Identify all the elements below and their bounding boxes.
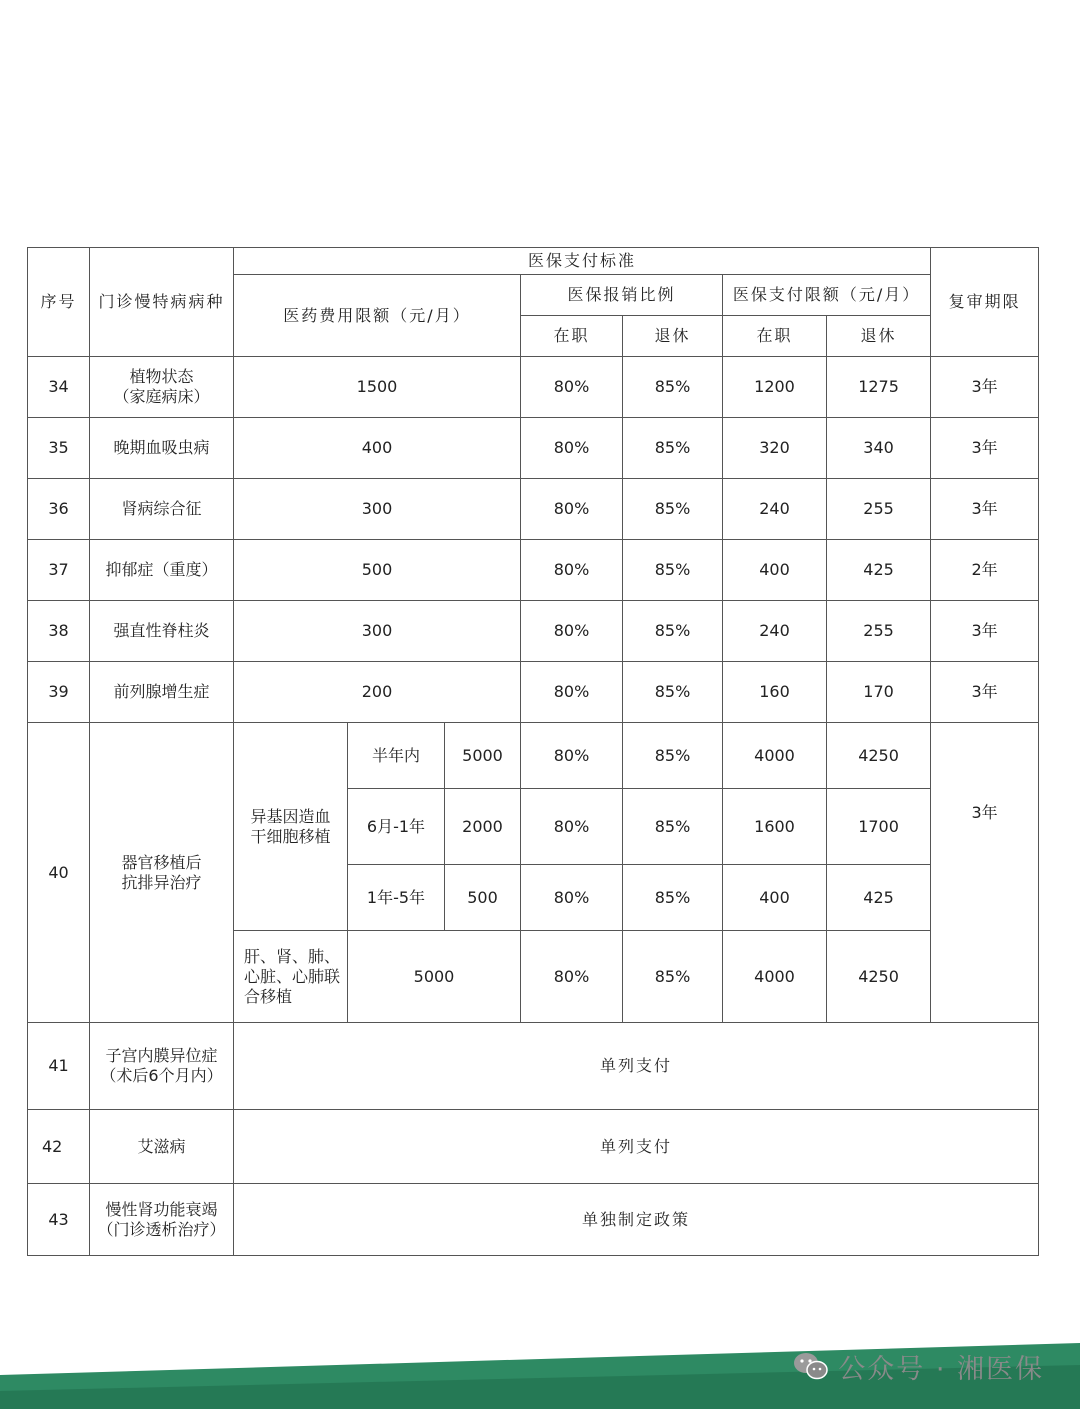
cell-period: 半年内	[348, 723, 445, 789]
cell-seq: 40	[28, 723, 90, 1023]
cell-pay-employed: 1200	[723, 357, 827, 418]
cell-ratio-retired: 85%	[623, 540, 723, 601]
cell-policy: 单列支付	[234, 1110, 1039, 1184]
cell-disease: 艾滋病	[90, 1110, 234, 1184]
header-ratio-employed: 在职	[521, 316, 623, 357]
table-row	[28, 540, 1039, 601]
cell-ratio-employed: 80%	[521, 723, 623, 789]
cell-ratio-retired: 85%	[623, 789, 723, 865]
disease-line-2: 抗排异治疗	[121, 872, 202, 892]
cell-disease: 抑郁症（重度）	[90, 540, 234, 601]
cell-seq: 42	[28, 1110, 90, 1184]
header-reimburse-ratio: 医保报销比例	[521, 275, 723, 316]
cell-pay-employed: 4000	[723, 931, 827, 1023]
cell-ratio-employed: 80%	[521, 418, 623, 479]
cell-ratio-retired: 85%	[623, 357, 723, 418]
cell-organ-transplant	[234, 931, 348, 1023]
cell-pay-retired: 255	[827, 601, 931, 662]
cell-cost-limit: 500	[234, 540, 521, 601]
disease-line-1: 子宫内膜异位症	[105, 1046, 218, 1065]
header-review-period: 复审期限	[931, 248, 1039, 357]
cell-pay-employed: 320	[723, 418, 827, 479]
cell-cost-limit: 1500	[234, 357, 521, 418]
cell-pay-employed: 160	[723, 662, 827, 723]
header-seq: 序号	[28, 248, 90, 357]
table-row	[28, 723, 1039, 789]
header-pay-employed: 在职	[723, 316, 827, 357]
cell-pay-retired: 425	[827, 540, 931, 601]
table-row	[28, 418, 1039, 479]
cell-seq: 38	[28, 601, 90, 662]
cell-pay-employed: 240	[723, 601, 827, 662]
table-row	[28, 662, 1039, 723]
medical-insurance-table	[27, 247, 1038, 1256]
cell-pay-employed: 1600	[723, 789, 827, 865]
disease-line-1: 器官移植后	[121, 852, 202, 872]
cell-seq: 41	[28, 1023, 90, 1110]
cell-pay-employed: 4000	[723, 723, 827, 789]
cell-ratio-employed: 80%	[521, 357, 623, 418]
cell-disease	[90, 1023, 234, 1110]
organ-line-1: 肝、肾、肺、	[244, 946, 341, 966]
header-pay-retired: 退休	[827, 316, 931, 357]
cell-pay-retired: 425	[827, 865, 931, 931]
cell-ratio-retired: 85%	[623, 723, 723, 789]
organ-line-2: 心脏、心肺联	[244, 966, 341, 986]
cell-ratio-retired: 85%	[623, 479, 723, 540]
cell-ratio-retired: 85%	[623, 601, 723, 662]
cell-pay-employed: 400	[723, 540, 827, 601]
cell-ratio-employed: 80%	[521, 931, 623, 1023]
cell-seq: 43	[28, 1184, 90, 1256]
cell-seq: 39	[28, 662, 90, 723]
cell-cost-limit: 300	[234, 601, 521, 662]
cell-stem-cell-transplant	[234, 723, 348, 931]
cell-disease: 前列腺增生症	[90, 662, 234, 723]
cell-seq: 37	[28, 540, 90, 601]
cell-pay-employed: 240	[723, 479, 827, 540]
cell-disease	[90, 1184, 234, 1256]
cell-cost-limit: 300	[234, 479, 521, 540]
cell-pay-retired: 1700	[827, 789, 931, 865]
disease-line-2: （家庭病床）	[113, 387, 210, 406]
cell-pay-employed: 400	[723, 865, 827, 931]
table-row	[28, 357, 1039, 418]
cell-review: 3年	[931, 418, 1039, 479]
cell-cost-limit: 5000	[348, 931, 521, 1023]
cell-review: 3年	[931, 723, 1039, 1023]
cell-cost-limit: 2000	[445, 789, 521, 865]
disease-line-1: 慢性肾功能衰竭	[105, 1199, 218, 1219]
cell-disease: 强直性脊柱炎	[90, 601, 234, 662]
cell-period: 1年-5年	[348, 865, 445, 931]
header-disease: 门诊慢特病病种	[90, 248, 234, 357]
disease-line-1: 植物状态	[129, 367, 194, 386]
cell-cost-limit: 400	[234, 418, 521, 479]
cell-ratio-employed: 80%	[521, 479, 623, 540]
cell-seq: 34	[28, 357, 90, 418]
cell-pay-retired: 1275	[827, 357, 931, 418]
table-row	[28, 1110, 1039, 1184]
cell-ratio-retired: 85%	[623, 418, 723, 479]
header-ratio-retired: 退休	[623, 316, 723, 357]
blank-page-top	[0, 0, 1080, 245]
cell-seq: 35	[28, 418, 90, 479]
cell-ratio-retired: 85%	[623, 931, 723, 1023]
cell-pay-retired: 4250	[827, 931, 931, 1023]
table-row	[28, 1184, 1039, 1256]
stem-line-2: 干细胞移植	[250, 826, 331, 846]
disease-line-2: （门诊透析治疗）	[97, 1219, 226, 1239]
cell-ratio-retired: 85%	[623, 865, 723, 931]
cell-period: 6月-1年	[348, 789, 445, 865]
cell-ratio-employed: 80%	[521, 662, 623, 723]
cell-ratio-employed: 80%	[521, 865, 623, 931]
watermark	[792, 1346, 1044, 1386]
cell-review: 3年	[931, 479, 1039, 540]
table-row	[28, 1023, 1039, 1110]
cell-policy: 单列支付	[234, 1023, 1039, 1110]
cell-review: 3年	[931, 357, 1039, 418]
cell-disease	[90, 357, 234, 418]
watermark-text: 公众号 · 湘医保	[838, 1353, 1044, 1385]
table-row	[28, 601, 1039, 662]
cell-review: 2年	[931, 540, 1039, 601]
cell-seq: 36	[28, 479, 90, 540]
cell-cost-limit: 500	[445, 865, 521, 931]
table-row	[28, 479, 1039, 540]
wechat-icon	[792, 1350, 830, 1382]
cell-disease	[90, 723, 234, 1023]
cell-pay-retired: 4250	[827, 723, 931, 789]
cell-cost-limit: 200	[234, 662, 521, 723]
cell-pay-retired: 170	[827, 662, 931, 723]
cell-ratio-employed: 80%	[521, 601, 623, 662]
cell-review: 3年	[931, 662, 1039, 723]
organ-line-3: 合移植	[244, 986, 293, 1006]
disease-line-2: （术后6个月内）	[100, 1066, 223, 1085]
header-cost-limit: 医药费用限额（元/月）	[234, 275, 521, 357]
cell-ratio-employed: 80%	[521, 789, 623, 865]
cell-ratio-retired: 85%	[623, 662, 723, 723]
cell-review: 3年	[931, 601, 1039, 662]
header-pay-limit: 医保支付限额（元/月）	[723, 275, 931, 316]
cell-pay-retired: 255	[827, 479, 931, 540]
header-payment-standard: 医保支付标准	[234, 248, 931, 275]
cell-disease: 晚期血吸虫病	[90, 418, 234, 479]
cell-disease: 肾病综合征	[90, 479, 234, 540]
cell-policy: 单独制定政策	[234, 1184, 1039, 1256]
stem-line-1: 异基因造血	[250, 806, 331, 826]
cell-ratio-employed: 80%	[521, 540, 623, 601]
cell-pay-retired: 340	[827, 418, 931, 479]
cell-cost-limit: 5000	[445, 723, 521, 789]
